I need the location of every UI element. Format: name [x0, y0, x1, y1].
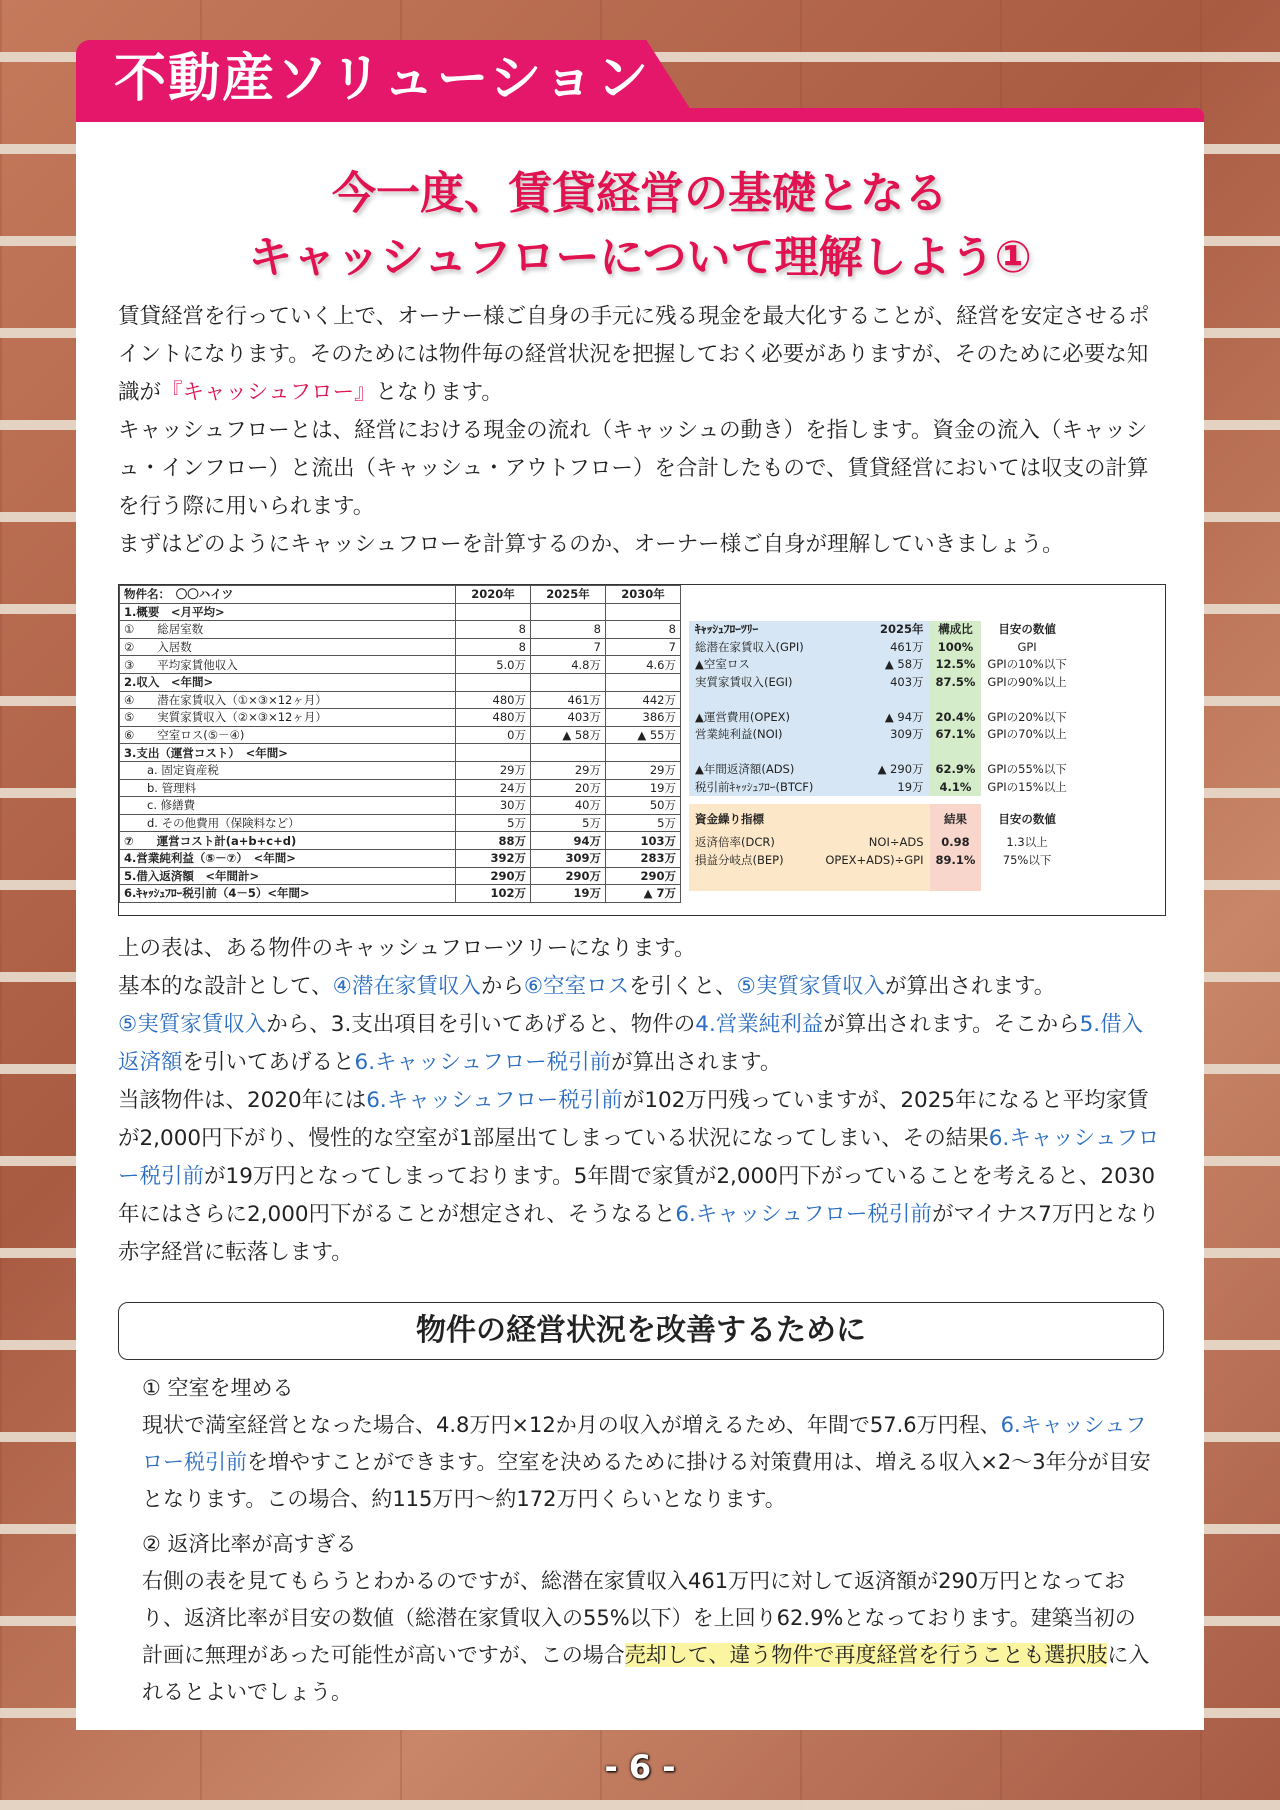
table-cell: 8 — [456, 638, 531, 656]
improve-2-body: 右側の表を見てもらうとわかるのですが、総潜在家賃収入461万円に対して返済額が290万円となっており、返済比率が目安の数値（総潜在家賃収入の55%以下）を上回り62.9%となっております。建築当初の計画に無理があった可能性が高いですが、この場合売却して、違う物件で再度経営を行うことも選択肢に入れるとよいでしょう。 — [142, 1569, 1150, 1704]
table-row-label: d. その他費用（保険料など） — [120, 814, 456, 832]
header-title: 不動産ソリューション — [114, 49, 651, 109]
ratio-row — [689, 744, 1073, 762]
table-cell: 392万 — [456, 849, 531, 867]
table-cell: 4.6万 — [606, 656, 681, 674]
table-cell: ▲ 58万 — [531, 726, 606, 744]
ratio-cell — [981, 691, 1072, 709]
funding-header-cell: 資金繰り指標 — [689, 804, 819, 834]
ratio-cell: 309万 — [819, 726, 929, 744]
table-row — [120, 673, 681, 691]
table-cell — [456, 744, 531, 762]
table-row-label: ④ 潜在家賃収入（①×③×12ヶ月） — [120, 691, 456, 709]
table-row — [120, 691, 681, 709]
table-cell: ▲ 55万 — [606, 726, 681, 744]
table-row — [120, 621, 681, 639]
table-cell: 5.0万 — [456, 656, 531, 674]
funding-cell: 返済倍率(DCR) — [689, 834, 819, 852]
table-cell — [606, 744, 681, 762]
table-row-label: a. 固定資産税 — [120, 761, 456, 779]
table-cell: ▲ 7万 — [606, 885, 681, 903]
ratio-row — [689, 709, 1073, 727]
table-cell: 20万 — [531, 779, 606, 797]
funding-fill-cell — [981, 869, 1072, 891]
table-row-label: ① 総居室数 — [120, 621, 456, 639]
table-cell: 8 — [456, 621, 531, 639]
content-panel — [76, 122, 1204, 1730]
ratio-cell: ▲空室ロス — [689, 656, 819, 674]
table-cell: 40万 — [531, 797, 606, 815]
table-cell: 290万 — [531, 867, 606, 885]
table-cell: 403万 — [531, 709, 606, 727]
table-cell: 283万 — [606, 849, 681, 867]
ratio-header-cell: 目安の数値 — [998, 622, 1056, 637]
ratio-cell: ▲運営費用(OPEX) — [689, 709, 819, 727]
table-row-label: 3.支出（運営コスト） <年間> — [120, 744, 456, 762]
ratio-row — [689, 761, 1073, 779]
ratio-cell: 100% — [930, 639, 982, 657]
funding-cell: 1.3以上 — [1006, 835, 1048, 850]
ratio-cell: GPIの15%以上 — [987, 779, 1067, 794]
table-cell: 29万 — [531, 761, 606, 779]
ratio-cell: 19万 — [819, 779, 929, 797]
funding-header-row — [689, 804, 1073, 834]
ratio-cell — [930, 691, 982, 709]
ratio-cell: ▲ 290万 — [819, 761, 929, 779]
table-cell — [531, 603, 606, 621]
cashflow-left-table — [119, 585, 681, 903]
table-cell: 29万 — [606, 761, 681, 779]
table-row-label: b. 管理料 — [120, 779, 456, 797]
table-cell — [606, 603, 681, 621]
table-row-label: 2.収入 <年間> — [120, 673, 456, 691]
ratio-row — [689, 779, 1073, 797]
table-cell — [606, 673, 681, 691]
table-cell: 24万 — [456, 779, 531, 797]
main-title-line2: キャッシュフローについて理解しよう① — [248, 232, 1032, 283]
table-row — [120, 761, 681, 779]
table-cell: 29万 — [456, 761, 531, 779]
table-cell: 461万 — [531, 691, 606, 709]
improve-2-title: ② 返済比率が高すぎる — [142, 1532, 357, 1556]
ratio-cell — [981, 744, 1072, 762]
cashflow-ratio-table — [689, 621, 1073, 891]
table-cell: 8 — [531, 621, 606, 639]
ratio-cell: ▲ 94万 — [819, 709, 929, 727]
table-row — [120, 726, 681, 744]
main-title-line1: 今一度、賃貸経営の基礎となる — [332, 168, 948, 219]
table-cell: 88万 — [456, 832, 531, 850]
improve-text — [142, 1370, 1152, 1711]
improve-1-title: ① 空室を埋める — [142, 1376, 294, 1400]
table-cell: 102万 — [456, 885, 531, 903]
header-band — [76, 40, 1204, 122]
ratio-cell: 87.5% — [930, 674, 982, 692]
table-cell: 290万 — [606, 867, 681, 885]
ratio-row — [689, 726, 1073, 744]
funding-cell: 75%以下 — [1002, 852, 1052, 867]
ratio-cell — [930, 744, 982, 762]
funding-cell: 損益分岐点(BEP) — [689, 852, 819, 870]
intro-paragraph-2: キャッシュフローとは、経営における現金の流れ（キャッシュの動き）を指します。資金の流入（キャッシュ・インフロー）と流出（キャッシュ・アウトフロー）を合計したもので、賃貸経営においては収支の計算を行う際に用いられます。 — [118, 418, 1149, 519]
table-row-label: 1.概要 <月平均> — [120, 603, 456, 621]
table-row-label: c. 修繕費 — [120, 797, 456, 815]
table-row — [120, 814, 681, 832]
funding-row — [689, 834, 1073, 852]
ratio-cell: GPIの20%以下 — [987, 709, 1067, 724]
table-row — [120, 797, 681, 815]
table-header-cell: 2030年 — [606, 586, 681, 604]
table-cell: 30万 — [456, 797, 531, 815]
ratio-cell: ▲年間返済額(ADS) — [689, 761, 819, 779]
intro-paragraph-1: 賃貸経営を行っていく上で、オーナー様ご自身の手元に残る現金を最大化することが、経営を安定させるポイントになります。そのためには物件毎の経営状況を把握しておく必要がありますが、そのために必要な知識が『キャッシュフロー』となります。 — [118, 304, 1150, 405]
ratio-header-cell: 構成比 — [930, 621, 982, 639]
ratio-cell: GPIの10%以下 — [987, 657, 1067, 672]
improve-section-title: 物件の経営状況を改善するために — [118, 1302, 1164, 1360]
main-title — [76, 162, 1204, 290]
table-cell: 442万 — [606, 691, 681, 709]
table-cell: 7 — [606, 638, 681, 656]
ratio-cell: 総潜在家賃収入(GPI) — [689, 639, 819, 657]
ratio-cell: GPI — [1017, 639, 1037, 654]
table-header-cell: 2025年 — [531, 586, 606, 604]
intro-paragraph-3: まずはどのようにキャッシュフローを計算するのか、オーナー様ご自身が理解していきましょう。 — [118, 532, 1064, 557]
explanation-text — [118, 930, 1162, 1272]
ratio-cell: 403万 — [819, 674, 929, 692]
table-row — [120, 744, 681, 762]
improve-1-body: 現状で満室経営となった場合、4.8万円×12か月の収入が増えるため、年間で57.6万円程、6.キャッシュフロー税引前を増やすことができます。空室を決めるために掛ける対策費用は、増える収入×2～3年分が目安となります。この場合、約115万円～約172万円くらいとなります。 — [142, 1413, 1151, 1511]
table-row-label: 5.借入返済額 <年間計> — [120, 867, 456, 885]
funding-header-cell: 目安の数値 — [998, 811, 1056, 826]
cashflow-tree-table — [118, 584, 1166, 916]
ratio-cell: 20.4% — [930, 709, 982, 727]
ratio-cell — [689, 691, 819, 709]
table-row-label: ③ 平均家賃他収入 — [120, 656, 456, 674]
table-row-label: ② 入居数 — [120, 638, 456, 656]
explain-line-3: ⑤実質家賃収入から、3.支出項目を引いてあげると、物件の4.営業純利益が算出されます。そこから5.借入返済額を引いてあげると6.キャッシュフロー税引前が算出されます。 — [118, 1012, 1144, 1075]
table-row — [120, 779, 681, 797]
table-row-label: ⑥ 空室ロス(⑤－④) — [120, 726, 456, 744]
ratio-cell: 12.5% — [930, 656, 982, 674]
funding-fill-row — [689, 869, 1073, 891]
page-number: - 6 - — [604, 1748, 676, 1786]
table-cell: 19万 — [531, 885, 606, 903]
table-row — [120, 638, 681, 656]
ratio-cell: 実質家賃収入(EGI) — [689, 674, 819, 692]
explain-line-5: 当該物件は、2020年には6.キャッシュフロー税引前が102万円残っていますが、2025年になると平均家賃が2,000円下がり、慢性的な空室が1部屋出てしまっている状況になってしまい、その結果6.キャッシュフロー税引前が19万円となってしまっております。5年間で家賃が2,000円下がっていることを考えると、2030年にはさらに2,000円下がることが想定され、そうなると6.キャッシュフロー税引前がマイナス7万円となり赤字経営に転落します。 — [118, 1088, 1160, 1265]
ratio-cell: 税引前ｷｬｯｼｭﾌﾛｰ(BTCF) — [689, 779, 819, 797]
funding-cell: 89.1% — [930, 852, 982, 870]
table-cell: 480万 — [456, 691, 531, 709]
table-cell: 50万 — [606, 797, 681, 815]
table-cell: 8 — [606, 621, 681, 639]
ratio-cell: 4.1% — [930, 779, 982, 797]
table-header-cell: 物件名： 〇〇ハイツ — [120, 586, 456, 604]
table-row-label: ⑦ 運営コスト計(a+b+c+d) — [120, 832, 456, 850]
explain-line-1: 上の表は、ある物件のキャッシュフローツリーになります。 — [118, 936, 696, 961]
intro-text — [118, 298, 1162, 564]
ratio-row — [689, 639, 1073, 657]
table-cell: 386万 — [606, 709, 681, 727]
ratio-row — [689, 691, 1073, 709]
table-row — [120, 885, 681, 903]
ratio-cell — [819, 744, 929, 762]
table-cell: 5万 — [606, 814, 681, 832]
table-cell: 290万 — [456, 867, 531, 885]
funding-cell: OPEX+ADS)÷GPI — [819, 852, 929, 870]
ratio-header-cell: 2025年 — [819, 621, 929, 639]
ratio-cell — [819, 691, 929, 709]
ratio-header-cell: ｷｬｯｼｭﾌﾛｰﾂﾘｰ — [689, 621, 819, 639]
funding-row — [689, 852, 1073, 870]
table-row — [120, 867, 681, 885]
table-cell: 4.8万 — [531, 656, 606, 674]
ratio-cell: GPIの70%以上 — [987, 727, 1067, 742]
table-cell: 5万 — [456, 814, 531, 832]
table-cell — [531, 673, 606, 691]
table-row-label: 4.営業純利益（⑤－⑦） <年間> — [120, 849, 456, 867]
funding-header-cell: 結果 — [930, 804, 982, 834]
table-row — [120, 656, 681, 674]
explain-line-2: 基本的な設計として、④潜在家賃収入から⑥空室ロスを引くと、⑤実質家賃収入が算出されます。 — [118, 974, 1056, 999]
table-cell: 103万 — [606, 832, 681, 850]
funding-fill-cell — [689, 869, 819, 891]
funding-cell: NOI÷ADS — [819, 834, 929, 852]
funding-fill-cell — [930, 869, 982, 891]
table-row — [120, 832, 681, 850]
ratio-cell: 62.9% — [930, 761, 982, 779]
ratio-cell: 461万 — [819, 639, 929, 657]
table-cell: 7 — [531, 638, 606, 656]
table-cell: 19万 — [606, 779, 681, 797]
table-row — [120, 603, 681, 621]
ratio-cell: 営業純利益(NOI) — [689, 726, 819, 744]
table-cell: 0万 — [456, 726, 531, 744]
table-cell: 309万 — [531, 849, 606, 867]
ratio-cell — [689, 744, 819, 762]
ratio-row — [689, 656, 1073, 674]
table-cell: 94万 — [531, 832, 606, 850]
ratio-spacer-cell — [689, 796, 1073, 804]
table-cell — [531, 744, 606, 762]
funding-cell: 0.98 — [930, 834, 982, 852]
funding-header-cell — [819, 804, 929, 834]
ratio-cell: 67.1% — [930, 726, 982, 744]
table-cell: 480万 — [456, 709, 531, 727]
ratio-cell: GPIの55%以下 — [987, 762, 1067, 777]
table-row — [120, 709, 681, 727]
ratio-header-row — [689, 621, 1073, 639]
table-header-cell: 2020年 — [456, 586, 531, 604]
ratio-spacer-row — [689, 796, 1073, 804]
table-cell — [456, 673, 531, 691]
table-cell — [456, 603, 531, 621]
table-row-label: 6.ｷｬｯｼｭﾌﾛｰ税引前（4－5）<年間> — [120, 885, 456, 903]
ratio-cell: GPIの90%以上 — [987, 674, 1067, 689]
ratio-row — [689, 674, 1073, 692]
table-row — [120, 849, 681, 867]
table-row-label: ⑤ 実質家賃収入（②×③×12ヶ月） — [120, 709, 456, 727]
ratio-cell: ▲ 58万 — [819, 656, 929, 674]
funding-fill-cell — [819, 869, 929, 891]
table-header-row — [120, 586, 681, 604]
table-cell: 5万 — [531, 814, 606, 832]
